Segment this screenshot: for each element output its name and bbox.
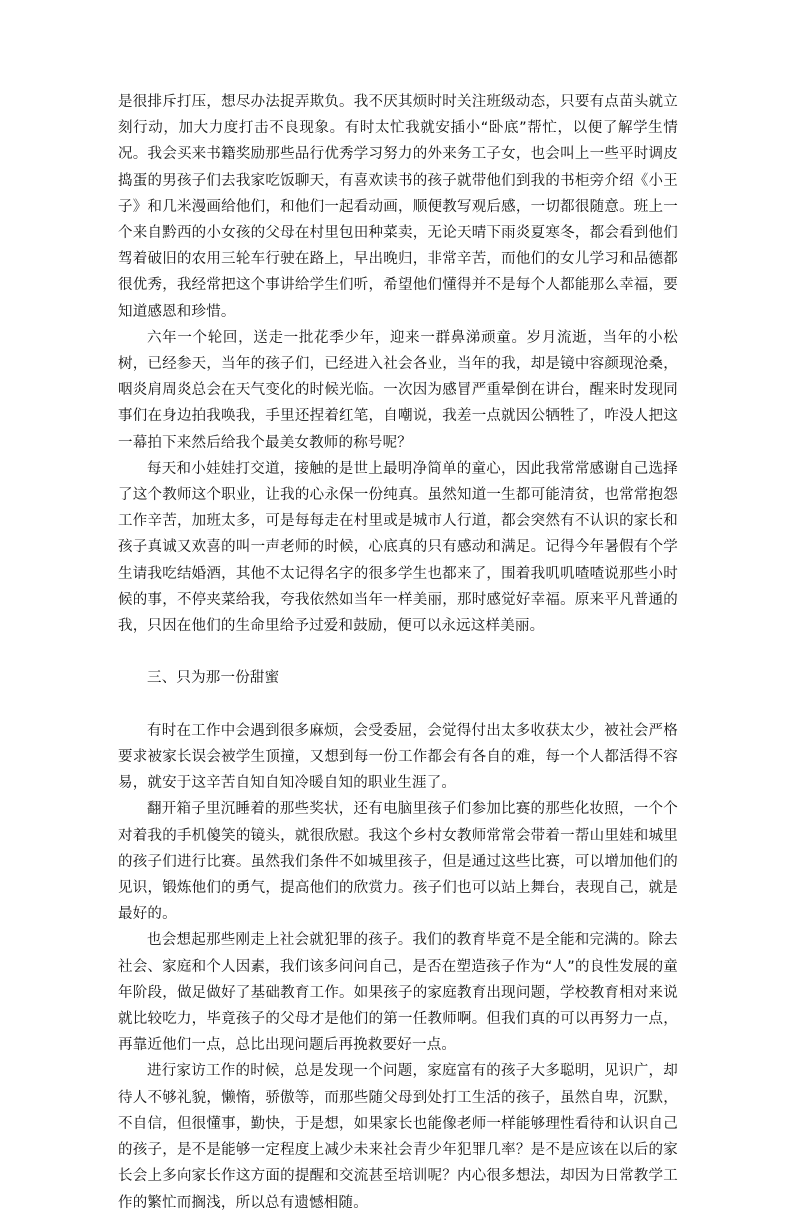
document-page <box>118 89 678 1216</box>
paragraph: 进行家访工作的时候，总是发现一个问题，家庭富有的孩子大多聪明，见识广，却待人不够礼貌，懒惰，骄傲等，而那些随父母到处打工生活的孩子，虽然自卑，沉默，不自信，但很懂事，勤快，于是想，如果家长也能像老师一样能够理性看待和认识自己的孩子，是不是能够一定程度上减少未来社会青少年犯罪几率？是不是应该在以后的家长会上多向家长作这方面的提醒和交流甚至培训呢？内心很多想法，却因为日常教学工作的繁忙而搁浅，所以总有遗憾相随。 <box>118 1063 678 1211</box>
paragraph-continued: 是很排斥打压，想尽办法捉弄欺负。我不厌其烦时时关注班级动态，只要有点苗头就立刻行动，加大力度打击不良现象。有时太忙我就安插小“卧底”帮忙，以便了解学生情况。我会买来书籍奖励那些品行优秀学习努力的外来务工子女，也会叫上一些平时调皮捣蛋的男孩子们去我家吃饭聊天，有喜欢读书的孩子就带他们到我的书柜旁介绍《小王子》和几米漫画给他们，和他们一起看动画，顺便教写观后感，一切都很随意。班上一个来自黔西的小女孩的父母在村里包田种菜卖，无论天晴下雨炎夏寒冬，都会看到他们驾着破旧的农用三轮车行驶在路上，早出晚归，非常辛苦，而他们的女儿学习和品德都很优秀，我经常把这个事讲给学生们听，希望他们懂得并不是每个人都能那么幸福，要知道感恩和珍惜。 <box>118 94 678 320</box>
section-heading: 三、只为那一份甜蜜 <box>147 670 280 687</box>
spacer <box>118 639 678 665</box>
paragraph: 有时在工作中会遇到很多麻烦，会受委屈，会觉得付出太多收获太少，被社会严格要求被家长误会被学生顶撞，又想到每一份工作都会有各自的难，每一个人都活得不容易，就安于这辛苦自知自知冷暖自知的职业生涯了。 <box>118 722 678 792</box>
paragraph: 翻开箱子里沉睡着的那些奖状，还有电脑里孩子们参加比赛的那些化妆照，一个个对着我的手机傻笑的镜头，就很欣慰。我这个乡村女教师常常会带着一帮山里娃和城里的孩子们进行比赛。虽然我们条件不如城里孩子，但是通过这些比赛，可以增加他们的见识，锻炼他们的勇气，提高他们的欣赏力。孩子们也可以站上舞台，表现自己，就是最好的。 <box>118 801 678 923</box>
paragraph: 每天和小娃娃打交道，接触的是世上最明净简单的童心，因此我常常感谢自己选择了这个教师这个职业，让我的心永保一份纯真。虽然知道一生都可能清贫，也常常抱怨工作辛苦，加班太多，可是每每走在村里或是城市人行道，都会突然有不认识的家长和孩子真诚又欢喜的叫一声老师的时候，心底真的只有感动和满足。记得今年暑假有个学生请我吃结婚酒，其他不太记得名字的很多学生也都来了，围着我叽叽喳喳说那些小时候的事，不停夹菜给我，夸我依然如当年一样美丽，那时感觉好幸福。原来平凡普通的我，只因在他们的生命里给予过爱和鼓励，便可以永远这样美丽。 <box>118 460 678 635</box>
paragraph: 也会想起那些刚走上社会就犯罪的孩子。我们的教育毕竟不是全能和完满的。除去社会、家庭和个人因素，我们该多问问自己，是否在塑造孩子作为“人”的良性发展的童年阶段，做足做好了基础教育工作。如果孩子的家庭教育出现问题，学校教育相对来说就比较吃力，毕竟孩子的父母才是他们的第一任教师啊。但我们真的可以再努力一点，再靠近他们一点，总比出现问题后再挽救要好一点。 <box>118 932 678 1054</box>
paragraph: 六年一个轮回，送走一批花季少年，迎来一群鼻涕顽童。岁月流逝，当年的小松树，已经参天，当年的孩子们，已经进入社会各业，当年的我，却是镜中容颜现沧桑，咽炎肩周炎总会在天气变化的时候光临。一次因为感冒严重晕倒在讲台，醒来时发现同事们在身边拍我唤我，手里还捏着红笔，自嘲说，我差一点就因公牺牲了，咋没人把这一幕拍下来然后给我个最美女教师的称号呢？ <box>118 329 678 451</box>
spacer <box>118 692 678 718</box>
